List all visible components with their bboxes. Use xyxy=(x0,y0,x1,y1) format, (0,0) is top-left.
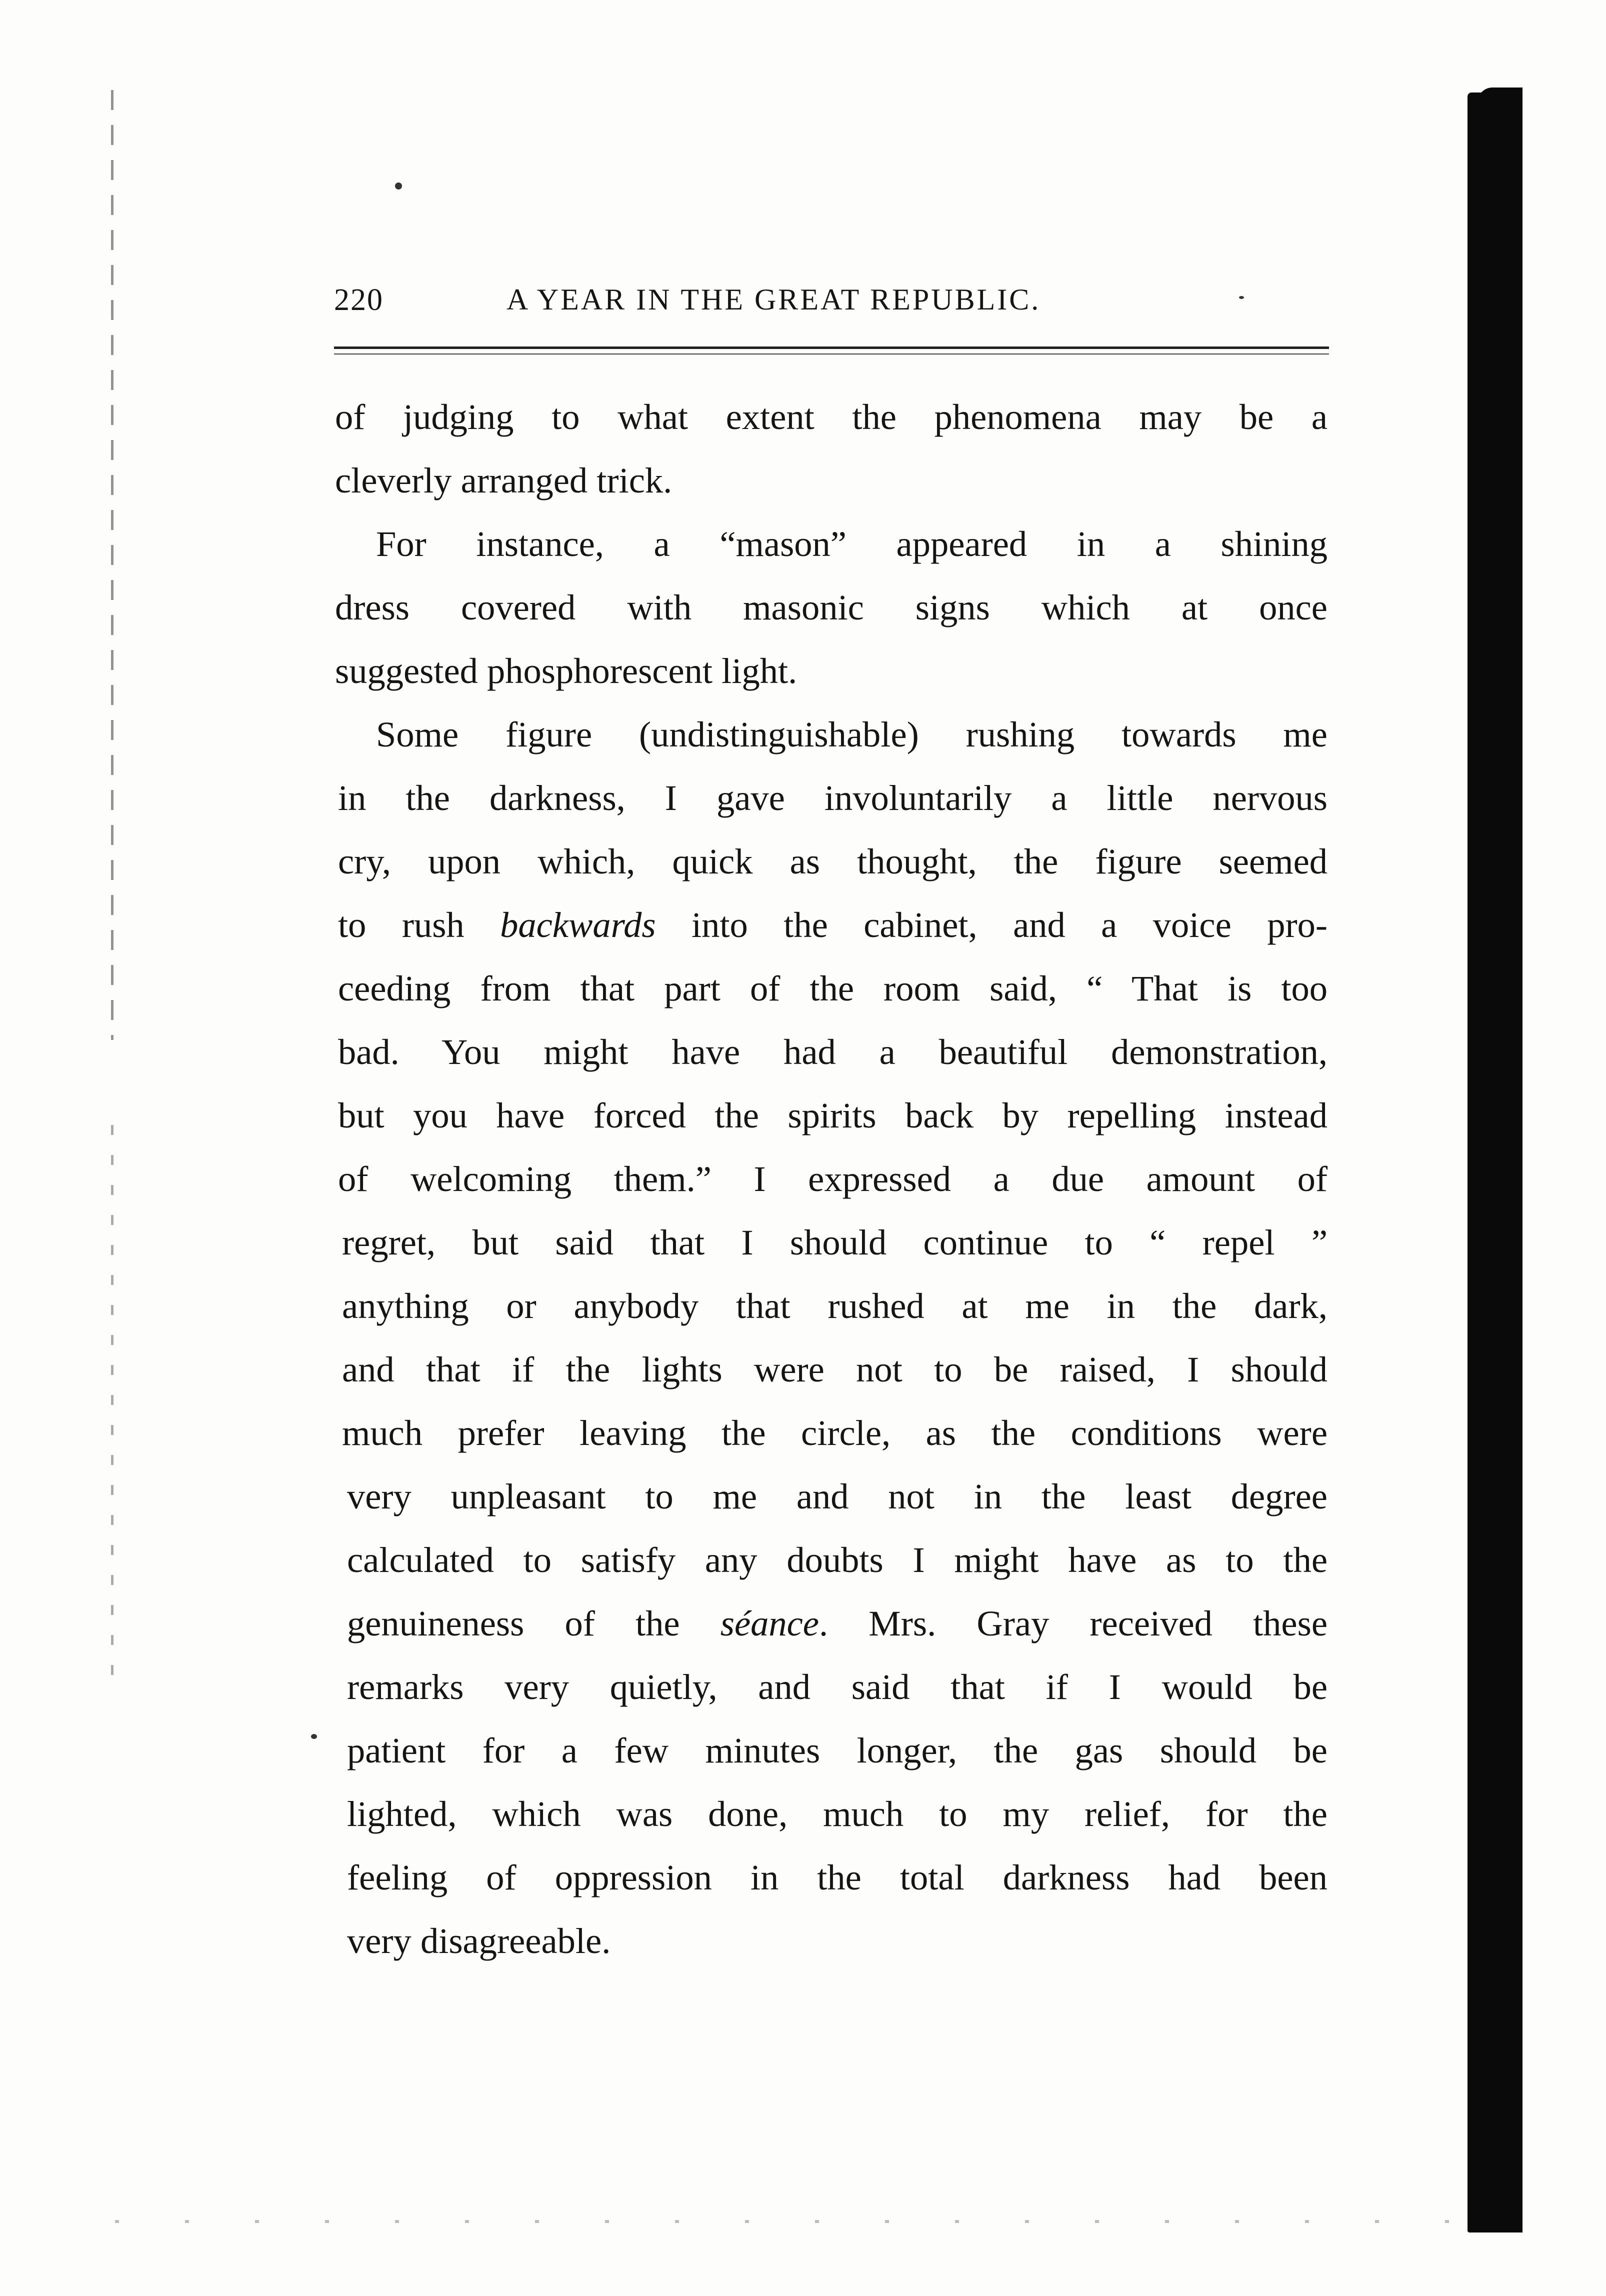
text-line: patient for a few minutes longer, the gas should be xyxy=(347,1730,1328,1770)
text-line: and that if the lights were not to be raised, I should xyxy=(342,1349,1328,1390)
italic-word: séance xyxy=(720,1603,819,1644)
text-run: into the cabinet, and a voice pro- xyxy=(656,904,1328,945)
text-line: cry, upon which, quick as thought, the figure seemed xyxy=(338,841,1328,882)
text-line: much prefer leaving the circle, as the conditions were xyxy=(342,1412,1328,1453)
text-line: cleverly arranged trick. xyxy=(335,460,672,500)
text-line: feeling of oppression in the total darkness had been xyxy=(347,1857,1328,1898)
body-text xyxy=(335,385,1328,1972)
text-line xyxy=(338,893,1328,956)
text-line: ceeding from that part of the room said, “ That is too xyxy=(338,968,1328,1008)
text-line: very disagreeable. xyxy=(347,1920,611,1961)
text-run: . Mrs. Gray received these xyxy=(819,1603,1328,1644)
text-line: remarks very quietly, and said that if I would be xyxy=(347,1666,1328,1707)
text-line: regret, but said that I should continue to “ repel ” xyxy=(342,1222,1328,1262)
text-line: dress covered with masonic signs which at once xyxy=(335,587,1328,628)
italic-word: backwards xyxy=(500,904,656,945)
running-head xyxy=(334,282,1164,332)
text-line: calculated to satisfy any doubts I might have as to the xyxy=(347,1540,1328,1580)
text-line: of welcoming them.” I expressed a due amount of xyxy=(338,1158,1328,1199)
text-run: genuineness of the xyxy=(347,1603,720,1644)
ink-speck xyxy=(395,182,402,190)
text-line xyxy=(347,1592,1328,1655)
running-title: A YEAR IN THE GREAT REPUBLIC. xyxy=(506,283,1041,316)
ink-speck xyxy=(311,1734,317,1739)
text-line: but you have forced the spirits back by repelling instead xyxy=(338,1095,1328,1136)
gutter-scan-artifact xyxy=(111,90,114,1040)
text-line: lighted, which was done, much to my relief, for the xyxy=(347,1794,1328,1834)
text-run: to rush xyxy=(338,904,500,945)
text-line: very unpleasant to me and not in the least degree xyxy=(347,1476,1328,1516)
text-line: of judging to what extent the phenomena may be a xyxy=(335,396,1328,437)
text-line: anything or anybody that rushed at me in the dark, xyxy=(342,1286,1328,1326)
text-line: Some figure (undistinguishable) rushing towards me xyxy=(376,714,1328,754)
page-edge-shadow xyxy=(1478,88,1522,108)
text-line: in the darkness, I gave involuntarily a little nervous xyxy=(338,778,1328,818)
header-rule xyxy=(334,346,1329,354)
text-line: suggested phosphorescent light. xyxy=(335,650,798,691)
text-line: bad. You might have had a beautiful demonstration, xyxy=(338,1032,1328,1072)
text-line: For instance, a “mason” appeared in a shining xyxy=(376,524,1328,564)
page-edge-shadow xyxy=(1468,92,1522,2232)
bottom-scan-artifact xyxy=(115,2220,1495,2223)
gutter-scan-artifact xyxy=(111,1125,114,1675)
page-number: 220 xyxy=(334,283,384,317)
ink-speck xyxy=(1239,296,1244,299)
